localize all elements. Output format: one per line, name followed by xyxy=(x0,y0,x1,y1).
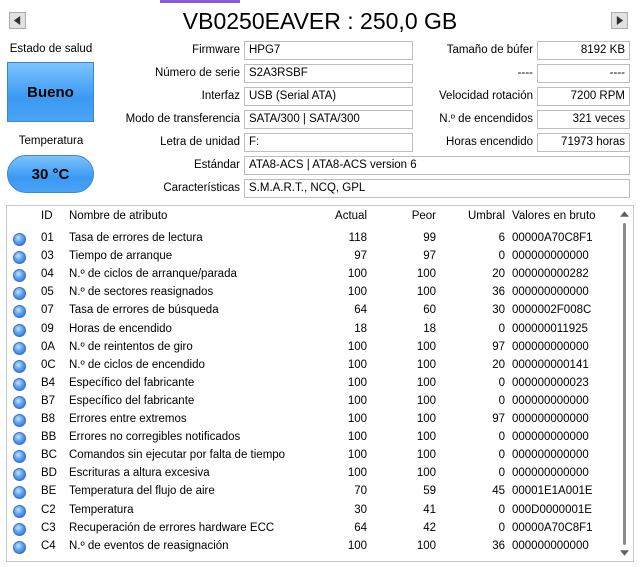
status-good-icon xyxy=(13,468,26,481)
header-name[interactable]: Nombre de atributo xyxy=(69,210,168,222)
attribute-id: 09 xyxy=(41,322,54,335)
attribute-raw-value: 000000000000 xyxy=(512,539,589,552)
attribute-threshold: 0 xyxy=(498,431,505,444)
attribute-worst: 99 xyxy=(423,232,436,244)
attribute-name: Errores entre extremos xyxy=(69,413,187,425)
interface-label: Interfaz xyxy=(201,90,240,102)
attribute-name: Temperatura del flujo de aire xyxy=(69,485,215,498)
attribute-threshold: 97 xyxy=(492,413,505,425)
attribute-raw-value: 000000000000 xyxy=(512,394,589,407)
power-on-hours-label: Horas encendido xyxy=(446,136,533,148)
status-good-icon xyxy=(13,396,26,409)
attribute-threshold: 20 xyxy=(492,358,505,371)
table-row[interactable] xyxy=(7,302,617,320)
attribute-raw-value: 000000000000 xyxy=(512,286,589,299)
attribute-actual: 100 xyxy=(347,431,367,444)
attribute-raw-value: 000000000023 xyxy=(512,376,589,389)
buffer-size-value: 8192 KB xyxy=(537,41,630,60)
attribute-id: B8 xyxy=(41,413,56,425)
attribute-worst: 60 xyxy=(423,304,436,317)
attribute-actual: 30 xyxy=(354,503,367,516)
attribute-raw-value: 000000000000 xyxy=(512,467,589,480)
attribute-name: Tasa de errores de búsqueda xyxy=(69,304,219,317)
attribute-threshold: 0 xyxy=(498,376,505,389)
header-worst[interactable]: Peor xyxy=(411,210,436,222)
attribute-id: BC xyxy=(41,449,57,462)
attribute-worst: 100 xyxy=(416,358,436,371)
firmware-value: HPG7 xyxy=(244,41,413,60)
table-row[interactable] xyxy=(7,339,617,357)
serial-number-label: Número de serie xyxy=(154,67,240,79)
firmware-label: Firmware xyxy=(192,44,240,56)
table-row[interactable] xyxy=(7,411,617,429)
attribute-actual: 97 xyxy=(354,250,367,263)
attribute-name: N.º de eventos de reasignación xyxy=(69,539,229,552)
attribute-name: Tiempo de arranque xyxy=(69,250,173,263)
attribute-worst: 97 xyxy=(423,250,436,263)
attribute-id: 07 xyxy=(41,304,54,317)
attribute-name: Comandos sin ejecutar por falta de tiempo xyxy=(69,449,286,462)
attribute-actual: 100 xyxy=(347,286,367,299)
vertical-scrollbar[interactable] xyxy=(616,206,633,561)
status-good-icon xyxy=(13,432,26,445)
status-good-icon xyxy=(13,269,26,282)
attribute-name: Escrituras a altura excesiva xyxy=(69,467,210,480)
attribute-worst: 100 xyxy=(416,340,436,353)
status-good-icon xyxy=(13,360,26,373)
table-row[interactable] xyxy=(7,375,617,393)
attribute-name: N.º de sectores reasignados xyxy=(69,286,214,299)
attribute-raw-value: 000000000000 xyxy=(512,449,589,462)
attribute-id: 05 xyxy=(41,286,54,299)
attribute-raw-value: 00000A70C8F1 xyxy=(512,232,593,244)
attribute-id: B4 xyxy=(41,376,56,389)
attribute-raw-value: 00001E1A001E xyxy=(512,485,593,498)
unknown-field-label: ---- xyxy=(517,67,533,79)
temperature-label: Temperatura xyxy=(18,135,84,147)
unknown-field-value: ---- xyxy=(537,64,630,83)
table-row[interactable] xyxy=(7,284,617,302)
triangle-right-icon xyxy=(615,16,624,25)
status-good-icon xyxy=(13,324,26,337)
status-good-icon xyxy=(13,541,26,554)
disk-title: VB0250EAVER : 250,0 GB xyxy=(182,8,458,34)
attribute-actual: 64 xyxy=(354,304,367,317)
table-row[interactable] xyxy=(7,483,617,501)
attribute-worst: 59 xyxy=(423,485,436,498)
attribute-id: 0A xyxy=(41,340,56,353)
table-row[interactable] xyxy=(7,465,617,483)
attribute-actual: 18 xyxy=(354,322,367,335)
attribute-worst: 100 xyxy=(416,413,436,425)
attribute-worst: 100 xyxy=(416,539,436,552)
attribute-actual: 64 xyxy=(354,521,367,534)
attribute-name: Recuperación de errores hardware ECC xyxy=(69,521,275,534)
header-threshold[interactable]: Umbral xyxy=(467,210,505,222)
attribute-worst: 100 xyxy=(416,286,436,299)
attribute-raw-value: 000000000000 xyxy=(512,340,589,353)
window-accent-bar xyxy=(160,0,240,3)
attribute-worst: 18 xyxy=(423,322,436,335)
attribute-worst: 100 xyxy=(416,431,436,444)
table-row[interactable] xyxy=(7,538,617,556)
attribute-name: Errores no corregibles notificados xyxy=(69,431,241,444)
features-label: Características xyxy=(163,182,240,194)
attribute-threshold: 0 xyxy=(498,394,505,407)
table-row[interactable] xyxy=(7,429,617,447)
attribute-id: BE xyxy=(41,485,57,498)
status-good-icon xyxy=(13,378,26,391)
attribute-id: 01 xyxy=(41,232,54,244)
attribute-name: Específico del fabricante xyxy=(69,376,195,389)
health-status-button[interactable]: Bueno xyxy=(7,62,94,122)
attribute-id: 04 xyxy=(41,268,54,281)
attribute-actual: 100 xyxy=(347,539,367,552)
attribute-threshold: 20 xyxy=(492,268,505,281)
table-row[interactable] xyxy=(7,393,617,411)
attribute-worst: 42 xyxy=(423,521,436,534)
power-on-count-label: N.º de encendidos xyxy=(439,113,533,125)
transfer-mode-value: SATA/300 | SATA/300 xyxy=(244,110,413,129)
attribute-id: BD xyxy=(41,467,57,480)
table-row[interactable] xyxy=(7,230,617,248)
drive-letter-label: Letra de unidad xyxy=(160,136,240,148)
transfer-mode-label: Modo de transferencia xyxy=(125,113,240,125)
table-row[interactable] xyxy=(7,520,617,538)
serial-number-value: S2A3RSBF xyxy=(244,64,413,83)
attribute-name: Específico del fabricante xyxy=(69,394,195,407)
buffer-size-label: Tamaño de búfer xyxy=(446,44,533,56)
status-good-icon xyxy=(13,287,26,300)
attribute-raw-value: 0000002F008C xyxy=(512,304,592,317)
attribute-threshold: 97 xyxy=(492,340,505,353)
attribute-name: N.º de reintentos de giro xyxy=(69,340,193,353)
header-actual[interactable]: Actual xyxy=(335,210,367,222)
attribute-threshold: 0 xyxy=(498,467,505,480)
attribute-actual: 100 xyxy=(347,394,367,407)
attribute-name: N.º de ciclos de arranque/parada xyxy=(69,268,237,281)
table-header xyxy=(7,206,617,228)
attribute-id: C3 xyxy=(41,521,56,534)
attribute-name: N.º de ciclos de encendido xyxy=(69,358,205,371)
scroll-up-icon[interactable] xyxy=(620,211,629,217)
status-good-icon xyxy=(13,450,26,463)
attribute-threshold: 45 xyxy=(492,485,505,498)
attribute-actual: 100 xyxy=(347,376,367,389)
table-row[interactable] xyxy=(7,447,617,465)
attribute-actual: 100 xyxy=(347,358,367,371)
drive-letter-value: F: xyxy=(244,133,413,152)
attribute-id: C4 xyxy=(41,539,56,552)
rotation-speed-value: 7200 RPM xyxy=(537,87,630,106)
interface-value: USB (Serial ATA) xyxy=(244,87,413,106)
attribute-raw-value: 000000000000 xyxy=(512,250,589,263)
next-disk-button[interactable] xyxy=(611,12,628,29)
scroll-thumb[interactable] xyxy=(623,223,626,545)
status-good-icon xyxy=(13,523,26,536)
table-row[interactable] xyxy=(7,321,617,339)
table-row[interactable] xyxy=(7,357,617,375)
attribute-id: B7 xyxy=(41,394,56,407)
attribute-worst: 100 xyxy=(416,449,436,462)
status-good-icon xyxy=(13,251,26,264)
attribute-raw-value: 000D0000001E xyxy=(512,503,592,516)
temperature-button[interactable]: 30 °C xyxy=(7,155,94,193)
attribute-threshold: 0 xyxy=(498,449,505,462)
attribute-id: 03 xyxy=(41,250,54,263)
attribute-actual: 100 xyxy=(347,449,367,462)
health-status-label: Estado de salud xyxy=(9,43,93,55)
status-good-icon xyxy=(13,505,26,518)
power-on-hours-value: 71973 horas xyxy=(537,133,630,152)
attribute-name: Temperatura xyxy=(69,503,134,516)
rotation-speed-label: Velocidad rotación xyxy=(439,90,533,102)
attribute-worst: 100 xyxy=(416,467,436,480)
attribute-threshold: 0 xyxy=(498,503,505,516)
attribute-threshold: 6 xyxy=(498,232,505,244)
attribute-actual: 100 xyxy=(347,467,367,480)
attribute-actual: 100 xyxy=(347,268,367,281)
attribute-threshold: 0 xyxy=(498,322,505,335)
scroll-down-icon[interactable] xyxy=(620,550,629,556)
header-id[interactable]: ID xyxy=(41,210,53,222)
attribute-worst: 100 xyxy=(416,394,436,407)
attribute-id: BB xyxy=(41,431,57,444)
attribute-threshold: 0 xyxy=(498,250,505,263)
table-row[interactable] xyxy=(7,502,617,520)
attribute-actual: 100 xyxy=(347,413,367,425)
attribute-actual: 70 xyxy=(354,485,367,498)
attribute-threshold: 0 xyxy=(498,521,505,534)
table-row[interactable] xyxy=(7,266,617,284)
standard-value: ATA8-ACS | ATA8-ACS version 6 xyxy=(244,156,630,175)
attribute-worst: 100 xyxy=(416,376,436,389)
status-good-icon xyxy=(13,414,26,427)
attribute-name: Horas de encendido xyxy=(69,322,172,335)
status-good-icon xyxy=(13,486,26,499)
attribute-actual: 118 xyxy=(348,232,367,244)
header-raw-values[interactable]: Valores en bruto xyxy=(512,210,596,222)
status-good-icon xyxy=(13,233,26,246)
attribute-threshold: 36 xyxy=(492,539,505,552)
power-on-count-value: 321 veces xyxy=(537,110,630,129)
smart-attributes-table[interactable] xyxy=(6,205,634,562)
attribute-worst: 41 xyxy=(423,503,436,516)
attribute-id: C2 xyxy=(41,503,56,516)
attribute-raw-value: 000000011925 xyxy=(512,322,588,335)
attribute-id: 0C xyxy=(41,358,56,371)
attribute-threshold: 36 xyxy=(492,286,505,299)
attribute-raw-value: 00000A70C8F1 xyxy=(512,521,593,534)
attribute-worst: 100 xyxy=(416,268,436,281)
attribute-raw-value: 000000000282 xyxy=(512,268,589,281)
attribute-actual: 100 xyxy=(347,340,367,353)
standard-label: Estándar xyxy=(193,159,240,171)
attribute-raw-value: 000000000000 xyxy=(512,413,589,425)
attribute-raw-value: 000000000141 xyxy=(512,358,589,371)
status-good-icon xyxy=(13,342,26,355)
attribute-threshold: 30 xyxy=(492,304,505,317)
features-value: S.M.A.R.T., NCQ, GPL xyxy=(244,179,630,198)
table-row[interactable] xyxy=(7,248,617,266)
attribute-raw-value: 000000000000 xyxy=(512,431,589,444)
status-good-icon xyxy=(13,305,26,318)
attribute-name: Tasa de errores de lectura xyxy=(69,232,203,244)
